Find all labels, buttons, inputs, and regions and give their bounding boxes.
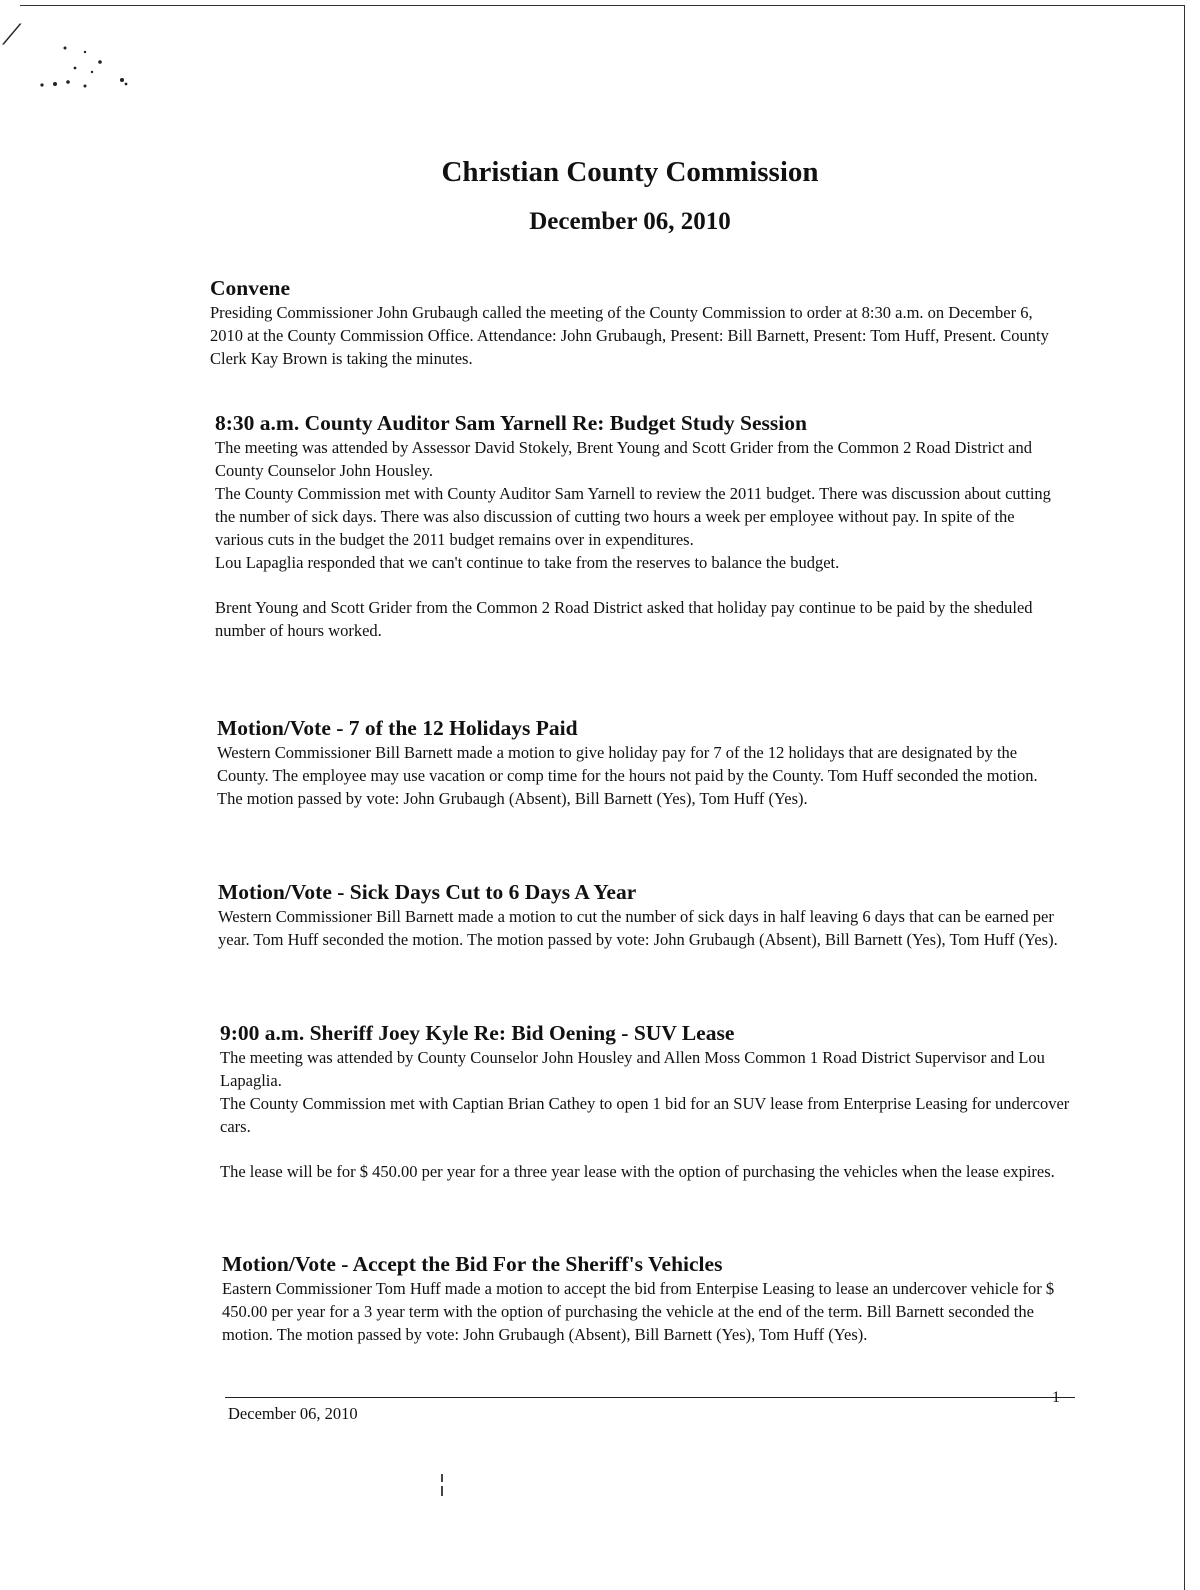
section-sick-days-motion [218, 880, 1068, 951]
section-paragraph: Brent Young and Scott Grider from the Common 2 Road District asked that holiday pay continue to be paid by the sheduled number of hours worked. [215, 598, 1033, 640]
section-convene [210, 276, 1060, 370]
section-paragraph: Presiding Commissioner John Grubaugh called the meeting of the County Commission to order at 8:30 a.m. on December 6, 2010 at the County Commission Office. Attendance: John Grubaugh, Present: Bill Barnett, Present: Tom Huff, Present. County Clerk Kay Brown is taking the minutes. [210, 303, 1049, 368]
section-heading: Convene [210, 276, 291, 300]
section-paragraph: The County Commission met with County Auditor Sam Yarnell to review the 2011 budget. There was discussion about cutting the number of sick days. There was also discussion of cutting two hours a week per employee without pay. In spite of the various cuts in the budget the 2011 budget remains over in expenditures. [215, 484, 1051, 549]
section-paragraph: The County Commission met with Captian Brian Cathey to open 1 bid for an SUV lease from Enterprise Leasing for undercover cars. [220, 1094, 1070, 1136]
section-budget-study [215, 411, 1065, 642]
section-heading: Motion/Vote - 7 of the 12 Holidays Paid [217, 716, 578, 740]
page-right-edge [1184, 5, 1185, 1590]
section-paragraph: The meeting was attended by Assessor David Stokely, Brent Young and Scott Grider from the Common 2 Road District and County Counselor John Housley. [215, 438, 1032, 480]
section-heading: 8:30 a.m. County Auditor Sam Yarnell Re: Budget Study Session [215, 411, 807, 435]
section-heading: Motion/Vote - Accept the Bid For the Sheriff's Vehicles [222, 1252, 723, 1276]
document-date: December 06, 2010 [529, 208, 731, 235]
section-accept-bid-motion [222, 1252, 1072, 1346]
footer-rule [225, 1397, 1075, 1398]
section-paragraph: The meeting was attended by County Counselor John Housley and Allen Moss Common 1 Road District Supervisor and Lou Lapaglia. [220, 1048, 1045, 1090]
section-heading: 9:00 a.m. Sheriff Joey Kyle Re: Bid Oening - SUV Lease [220, 1021, 735, 1045]
section-paragraph: Lou Lapaglia responded that we can't continue to take from the reserves to balance the budget. [215, 553, 840, 572]
section-holidays-motion [217, 716, 1067, 810]
section-paragraph: Western Commissioner Bill Barnett made a motion to give holiday pay for 7 of the 12 holidays that are designated by the County. The employee may use vacation or comp time for the hours not paid by the County. Tom Huff seconded the motion. The motion passed by vote: John Grubaugh (Absent), Bill Barnett (Yes), Tom Huff (Yes). [217, 743, 1038, 808]
scan-speckles-icon [30, 40, 150, 100]
page-top-edge [20, 5, 1185, 6]
document-title: Christian County Commission [441, 156, 819, 188]
scan-tick-mark [441, 1474, 443, 1482]
section-paragraph: Eastern Commissioner Tom Huff made a motion to accept the bid from Enterpise Leasing to lease an undercover vehicle for $ 450.00 per year for a 3 year term with the option of purchasing the vehicle at the end of the term. Bill Barnett seconded the motion. The motion passed by vote: John Grubaugh (Absent), Bill Barnett (Yes), Tom Huff (Yes). [222, 1279, 1055, 1344]
section-heading: Motion/Vote - Sick Days Cut to 6 Days A Year [218, 880, 637, 904]
section-paragraph: The lease will be for $ 450.00 per year for a three year lease with the option of purchasing the vehicles when the lease expires. [220, 1162, 1055, 1181]
footer-date: December 06, 2010 [228, 1404, 358, 1423]
scan-tick-mark [441, 1486, 443, 1496]
page-number: 1 [1052, 1389, 1060, 1406]
section-paragraph: Western Commissioner Bill Barnett made a motion to cut the number of sick days in half leaving 6 days that can be earned per year. Tom Huff seconded the motion. The motion passed by vote: John Grubaugh (Absent), Bill Barnett (Yes), Tom Huff (Yes). [218, 907, 1058, 949]
section-suv-lease [220, 1021, 1070, 1183]
corner-mark-icon: ⟋ [2, 20, 22, 51]
